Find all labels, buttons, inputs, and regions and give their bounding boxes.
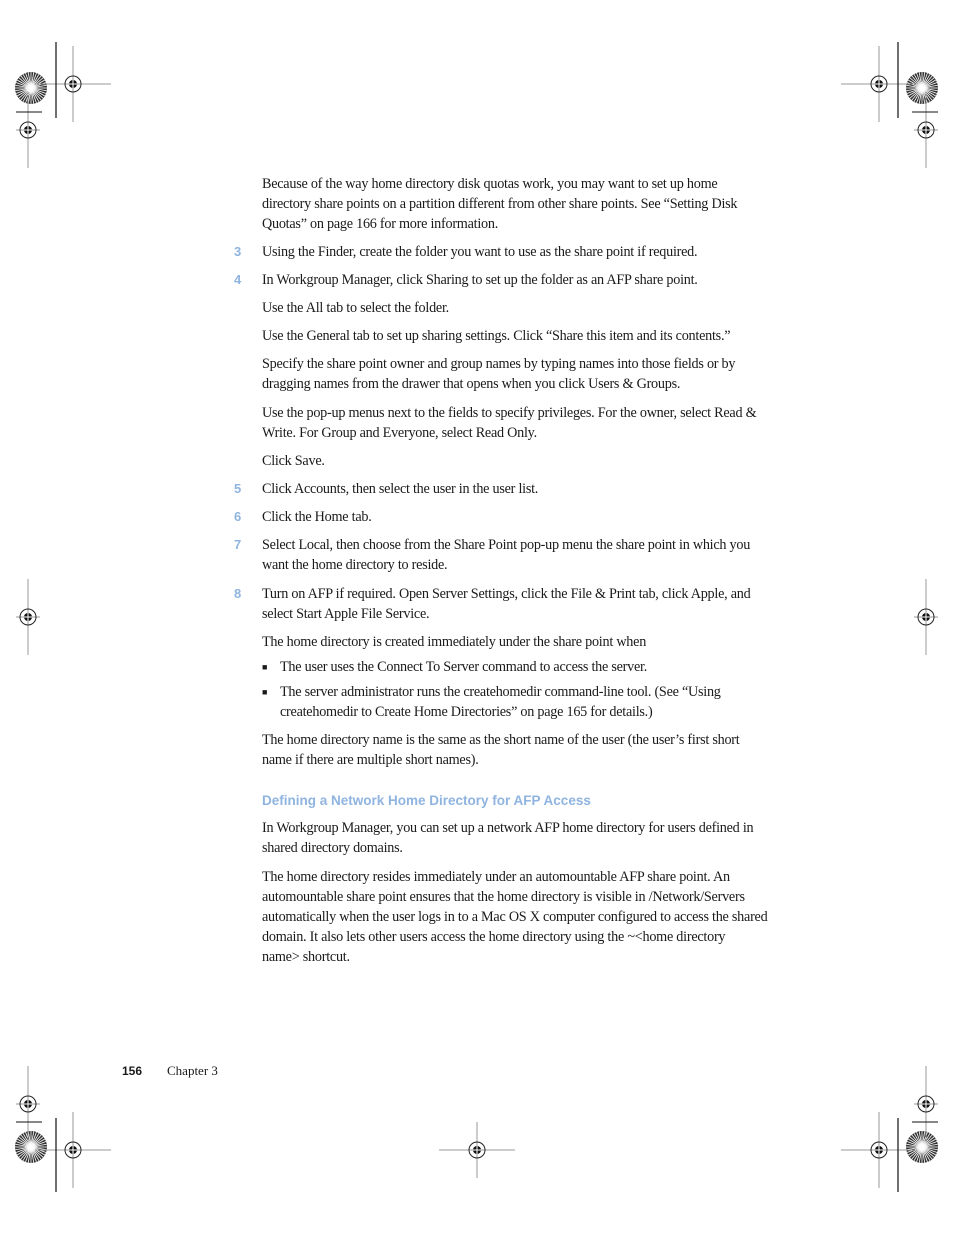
text-line: Specify the share point owner and group names by typing names into those fields or by	[262, 356, 736, 372]
text-line: select Start Apple File Service.	[262, 606, 430, 622]
text-line: automountable share point ensures that the home directory is visible in /Network/Servers	[262, 889, 745, 905]
step-number: 7	[234, 537, 242, 552]
starburst-center	[29, 1145, 33, 1149]
paragraph	[262, 730, 739, 770]
step-number: 3	[234, 244, 242, 259]
text-line: Click the Home tab.	[262, 509, 372, 525]
step-number: 4	[234, 272, 242, 287]
bullet-item	[280, 682, 721, 722]
text-line: The home directory resides immediately under an automountable AFP share point. An	[262, 869, 730, 885]
step-text	[262, 270, 698, 290]
text-line: Quotas” on page 166 for more information.	[262, 216, 498, 232]
paragraph	[262, 632, 646, 652]
step-text	[262, 535, 750, 575]
paragraph	[262, 298, 449, 318]
step-number: 8	[234, 586, 242, 601]
paragraph	[262, 403, 756, 443]
starburst-center	[920, 86, 924, 90]
text-line: name> shortcut.	[262, 949, 350, 965]
step-text	[262, 584, 750, 624]
bullet-icon: ■	[262, 662, 268, 672]
step-text	[262, 479, 538, 499]
text-line: domain. It also lets other users access the home directory using the ~<home directory	[262, 929, 726, 945]
step-text	[262, 507, 372, 527]
bullet-icon: ■	[262, 687, 268, 697]
paragraph	[262, 326, 730, 346]
starburst-center	[920, 1145, 924, 1149]
bullet-item	[280, 657, 647, 677]
text-line: Using the Finder, create the folder you want to use as the share point if required.	[262, 244, 698, 260]
text-line: In Workgroup Manager, you can set up a network AFP home directory for users defined in	[262, 820, 754, 836]
text-line: createhomedir to Create Home Directories” on page 165 for details.)	[280, 704, 653, 720]
text-line: Turn on AFP if required. Open Server Settings, click the File & Print tab, click Apple, and	[262, 586, 751, 602]
starburst-center	[29, 86, 33, 90]
page-number: 156	[122, 1064, 143, 1078]
text-line: dragging names from the drawer that opens when you click Users & Groups.	[262, 376, 681, 392]
step-text	[262, 242, 697, 262]
text-line: The server administrator runs the createhomedir command-line tool. (See “Using	[280, 684, 721, 700]
text-line: In Workgroup Manager, click Sharing to set up the folder as an AFP share point.	[262, 272, 698, 288]
section-heading: Defining a Network Home Directory for AFP Access	[262, 793, 591, 808]
text-line: Click Accounts, then select the user in the user list.	[262, 481, 539, 497]
paragraph	[262, 174, 737, 234]
text-line: name if there are multiple short names).	[262, 752, 479, 768]
paragraph	[262, 867, 767, 967]
text-line: directory share points on a partition different from other share points. See “Setting Disk	[262, 196, 738, 212]
text-line: Because of the way home directory disk quotas work, you may want to set up home	[262, 176, 718, 192]
text-line: want the home directory to reside.	[262, 557, 448, 573]
text-line: Select Local, then choose from the Share Point pop-up menu the share point in which you	[262, 537, 751, 553]
text-line: The home directory name is the same as the short name of the user (the user’s first short	[262, 732, 740, 748]
text-line: Use the All tab to select the folder.	[262, 300, 449, 316]
step-number: 5	[234, 481, 242, 496]
text-line: Write. For Group and Everyone, select Read Only.	[262, 425, 537, 441]
text-line: Click Save.	[262, 453, 325, 469]
text-line: shared directory domains.	[262, 840, 403, 856]
paragraph	[262, 818, 753, 858]
text-line: The user uses the Connect To Server command to access the server.	[280, 659, 648, 675]
text-line: Use the pop-up menus next to the fields to specify privileges. For the owner, select Read &	[262, 405, 757, 421]
text-line: The home directory is created immediately under the share point when	[262, 634, 647, 650]
chapter-label: Chapter 3	[167, 1063, 218, 1078]
text-line: Use the General tab to set up sharing settings. Click “Share this item and its contents.”	[262, 328, 731, 344]
text-line: automatically when the user logs in to a Mac OS X computer configured to access the shared	[262, 909, 768, 925]
paragraph	[262, 451, 325, 471]
paragraph	[262, 354, 735, 394]
step-number: 6	[234, 509, 242, 524]
